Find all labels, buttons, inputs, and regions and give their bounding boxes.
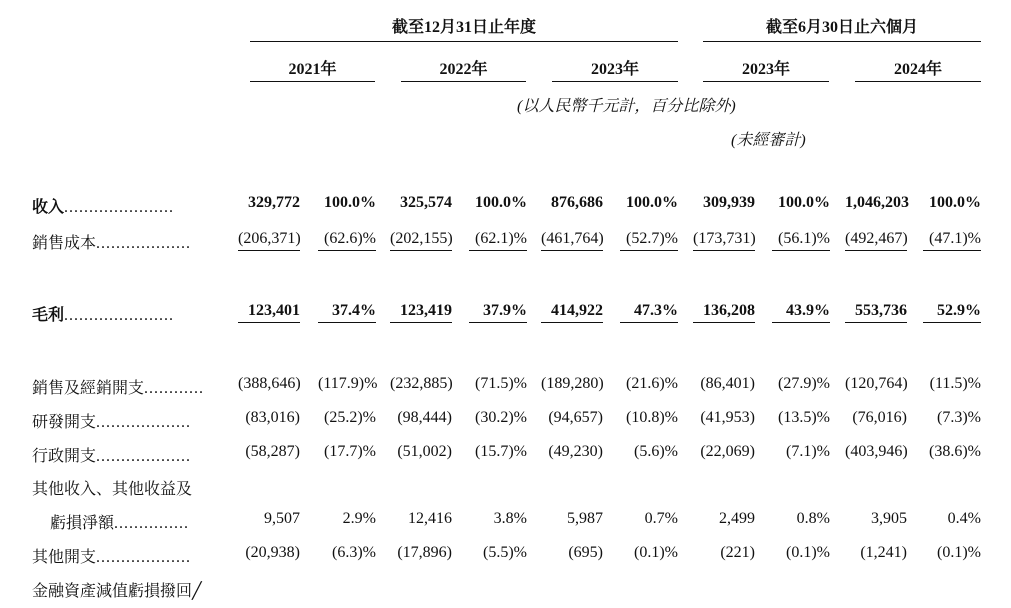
header-group-6m: 截至6月30日止六個月 [765, 19, 918, 36]
row-label [32, 230, 191, 253]
unaudited-note: (未經審計) [731, 132, 806, 149]
amount-cell: (695) [568, 544, 603, 561]
percent-cell: 37.4% [318, 302, 376, 323]
row-label-text: 行政開支 [32, 446, 97, 465]
amount-cell: (22,069) [700, 443, 755, 460]
amount-cell: 123,419 [390, 302, 452, 323]
percent-cell: 100.0% [324, 194, 376, 211]
amount-cell: 876,686 [551, 194, 603, 211]
percent-cell: (5.6)% [634, 443, 678, 460]
row-label-text: 金融資產減值虧損撥回╱ [32, 581, 202, 600]
percent-cell: (6.3)% [332, 544, 376, 561]
percent-cell: (117.9)% [318, 375, 378, 392]
leader-dots: ................... [96, 235, 192, 252]
percent-cell: (15.7)% [475, 443, 527, 460]
percent-cell: (62.6)% [318, 230, 376, 251]
amount-cell: (388,646) [238, 375, 301, 392]
header-group-fy-rule [250, 41, 678, 42]
leader-dots: ............... [114, 515, 190, 532]
amount-cell: (76,016) [852, 409, 907, 426]
amount-cell: 9,507 [264, 510, 300, 527]
amount-cell: 553,736 [845, 302, 907, 323]
year-rule [703, 81, 829, 82]
percent-cell: (38.6)% [929, 443, 981, 460]
percent-cell: (47.1)% [923, 230, 981, 251]
row-label-text: 虧損淨額 [50, 513, 115, 532]
amount-cell: 136,208 [693, 302, 755, 323]
percent-cell: (0.1)% [786, 544, 830, 561]
amount-cell: (173,731) [693, 230, 755, 251]
percent-cell: 37.9% [469, 302, 527, 323]
percent-cell: (0.1)% [634, 544, 678, 561]
percent-cell: (30.2)% [475, 409, 527, 426]
amount-cell: (403,946) [845, 443, 908, 460]
amount-cell: (120,764) [845, 375, 908, 392]
percent-cell: 52.9% [923, 302, 981, 323]
percent-cell: (62.1)% [469, 230, 527, 251]
amount-cell: (94,657) [548, 409, 603, 426]
unit-note: (以人民幣千元計，百分比除外) [517, 98, 736, 115]
percent-cell: 2.9% [342, 510, 376, 527]
percent-cell: 47.3% [620, 302, 678, 323]
row-label-text: 銷售及經銷開支 [32, 378, 145, 397]
header-group-fy: 截至12月31日止年度 [391, 19, 536, 36]
amount-cell: (492,467) [845, 230, 907, 251]
row-label [32, 443, 191, 466]
amount-cell: (98,444) [397, 409, 452, 426]
year-header-2023-h1: 2023年 [741, 61, 790, 78]
percent-cell: (71.5)% [475, 375, 527, 392]
amount-cell: (51,002) [397, 443, 452, 460]
amount-cell: 12,416 [408, 510, 452, 527]
percent-cell: (27.9)% [778, 375, 830, 392]
row-label [32, 302, 174, 325]
percent-cell: 0.4% [947, 510, 981, 527]
leader-dots: ................... [96, 448, 192, 465]
header-group-6m-rule [703, 41, 981, 42]
percent-cell: 43.9% [772, 302, 830, 323]
amount-cell: (206,371) [238, 230, 300, 251]
amount-cell: (58,287) [245, 443, 300, 460]
percent-cell: 100.0% [929, 194, 981, 211]
year-rule [855, 81, 981, 82]
year-header-2024-h1: 2024年 [893, 61, 942, 78]
leader-dots: ...................... [64, 199, 175, 216]
amount-cell: (41,953) [700, 409, 755, 426]
amount-cell: (83,016) [245, 409, 300, 426]
percent-cell: (56.1)% [772, 230, 830, 251]
amount-cell: 5,987 [567, 510, 603, 527]
percent-cell: (0.1)% [937, 544, 981, 561]
row-label [32, 409, 191, 432]
amount-cell: 123,401 [238, 302, 300, 323]
percent-cell: (10.8)% [626, 409, 678, 426]
amount-cell: 325,574 [400, 194, 452, 211]
percent-cell: 3.8% [493, 510, 527, 527]
amount-cell: (189,280) [541, 375, 604, 392]
year-rule [552, 81, 678, 82]
amount-cell: (17,896) [397, 544, 452, 561]
percent-cell: (5.5)% [483, 544, 527, 561]
percent-cell: (52.7)% [620, 230, 678, 251]
leader-dots: ............ [144, 380, 205, 397]
amount-cell: (20,938) [245, 544, 300, 561]
percent-cell: 100.0% [626, 194, 678, 211]
row-label-text: 收入 [32, 197, 65, 216]
amount-cell: 309,939 [703, 194, 755, 211]
percent-cell: 0.8% [796, 510, 830, 527]
year-header-2021: 2021年 [288, 61, 337, 78]
percent-cell: (17.7)% [324, 443, 376, 460]
amount-cell: 414,922 [541, 302, 603, 323]
amount-cell: (86,401) [700, 375, 755, 392]
percent-cell: (13.5)% [778, 409, 830, 426]
percent-cell: (21.6)% [626, 375, 678, 392]
row-label [32, 544, 191, 567]
year-header-2022: 2022年 [439, 61, 488, 78]
row-label [32, 476, 192, 499]
amount-cell: 1,046,203 [845, 194, 909, 211]
amount-cell: (461,764) [541, 230, 603, 251]
leader-dots: ...................... [64, 307, 175, 324]
percent-cell: (7.3)% [937, 409, 981, 426]
row-label [32, 375, 204, 398]
leader-dots: ................... [96, 414, 192, 431]
row-label [32, 194, 174, 217]
percent-cell: (25.2)% [324, 409, 376, 426]
amount-cell: 329,772 [248, 194, 300, 211]
year-rule [250, 81, 375, 82]
row-label-text: 研發開支 [32, 412, 97, 431]
year-header-2023: 2023年 [590, 61, 639, 78]
row-label-text: 毛利 [32, 305, 65, 324]
row-label [32, 578, 202, 601]
amount-cell: 3,905 [871, 510, 907, 527]
leader-dots: ................... [96, 549, 192, 566]
amount-cell: (49,230) [548, 443, 603, 460]
amount-cell: (1,241) [860, 544, 907, 561]
amount-cell: (202,155) [390, 230, 452, 251]
percent-cell: 100.0% [778, 194, 830, 211]
amount-cell: (232,885) [390, 375, 453, 392]
amount-cell: 2,499 [719, 510, 755, 527]
percent-cell: 0.7% [644, 510, 678, 527]
percent-cell: (7.1)% [786, 443, 830, 460]
year-rule [401, 81, 526, 82]
percent-cell: 100.0% [475, 194, 527, 211]
row-label-text: 其他開支 [32, 547, 97, 566]
row-label-text: 其他收入、其他收益及 [32, 479, 193, 498]
row-label-text: 銷售成本 [32, 233, 97, 252]
percent-cell: (11.5)% [929, 375, 981, 392]
row-label [50, 510, 189, 533]
amount-cell: (221) [720, 544, 755, 561]
